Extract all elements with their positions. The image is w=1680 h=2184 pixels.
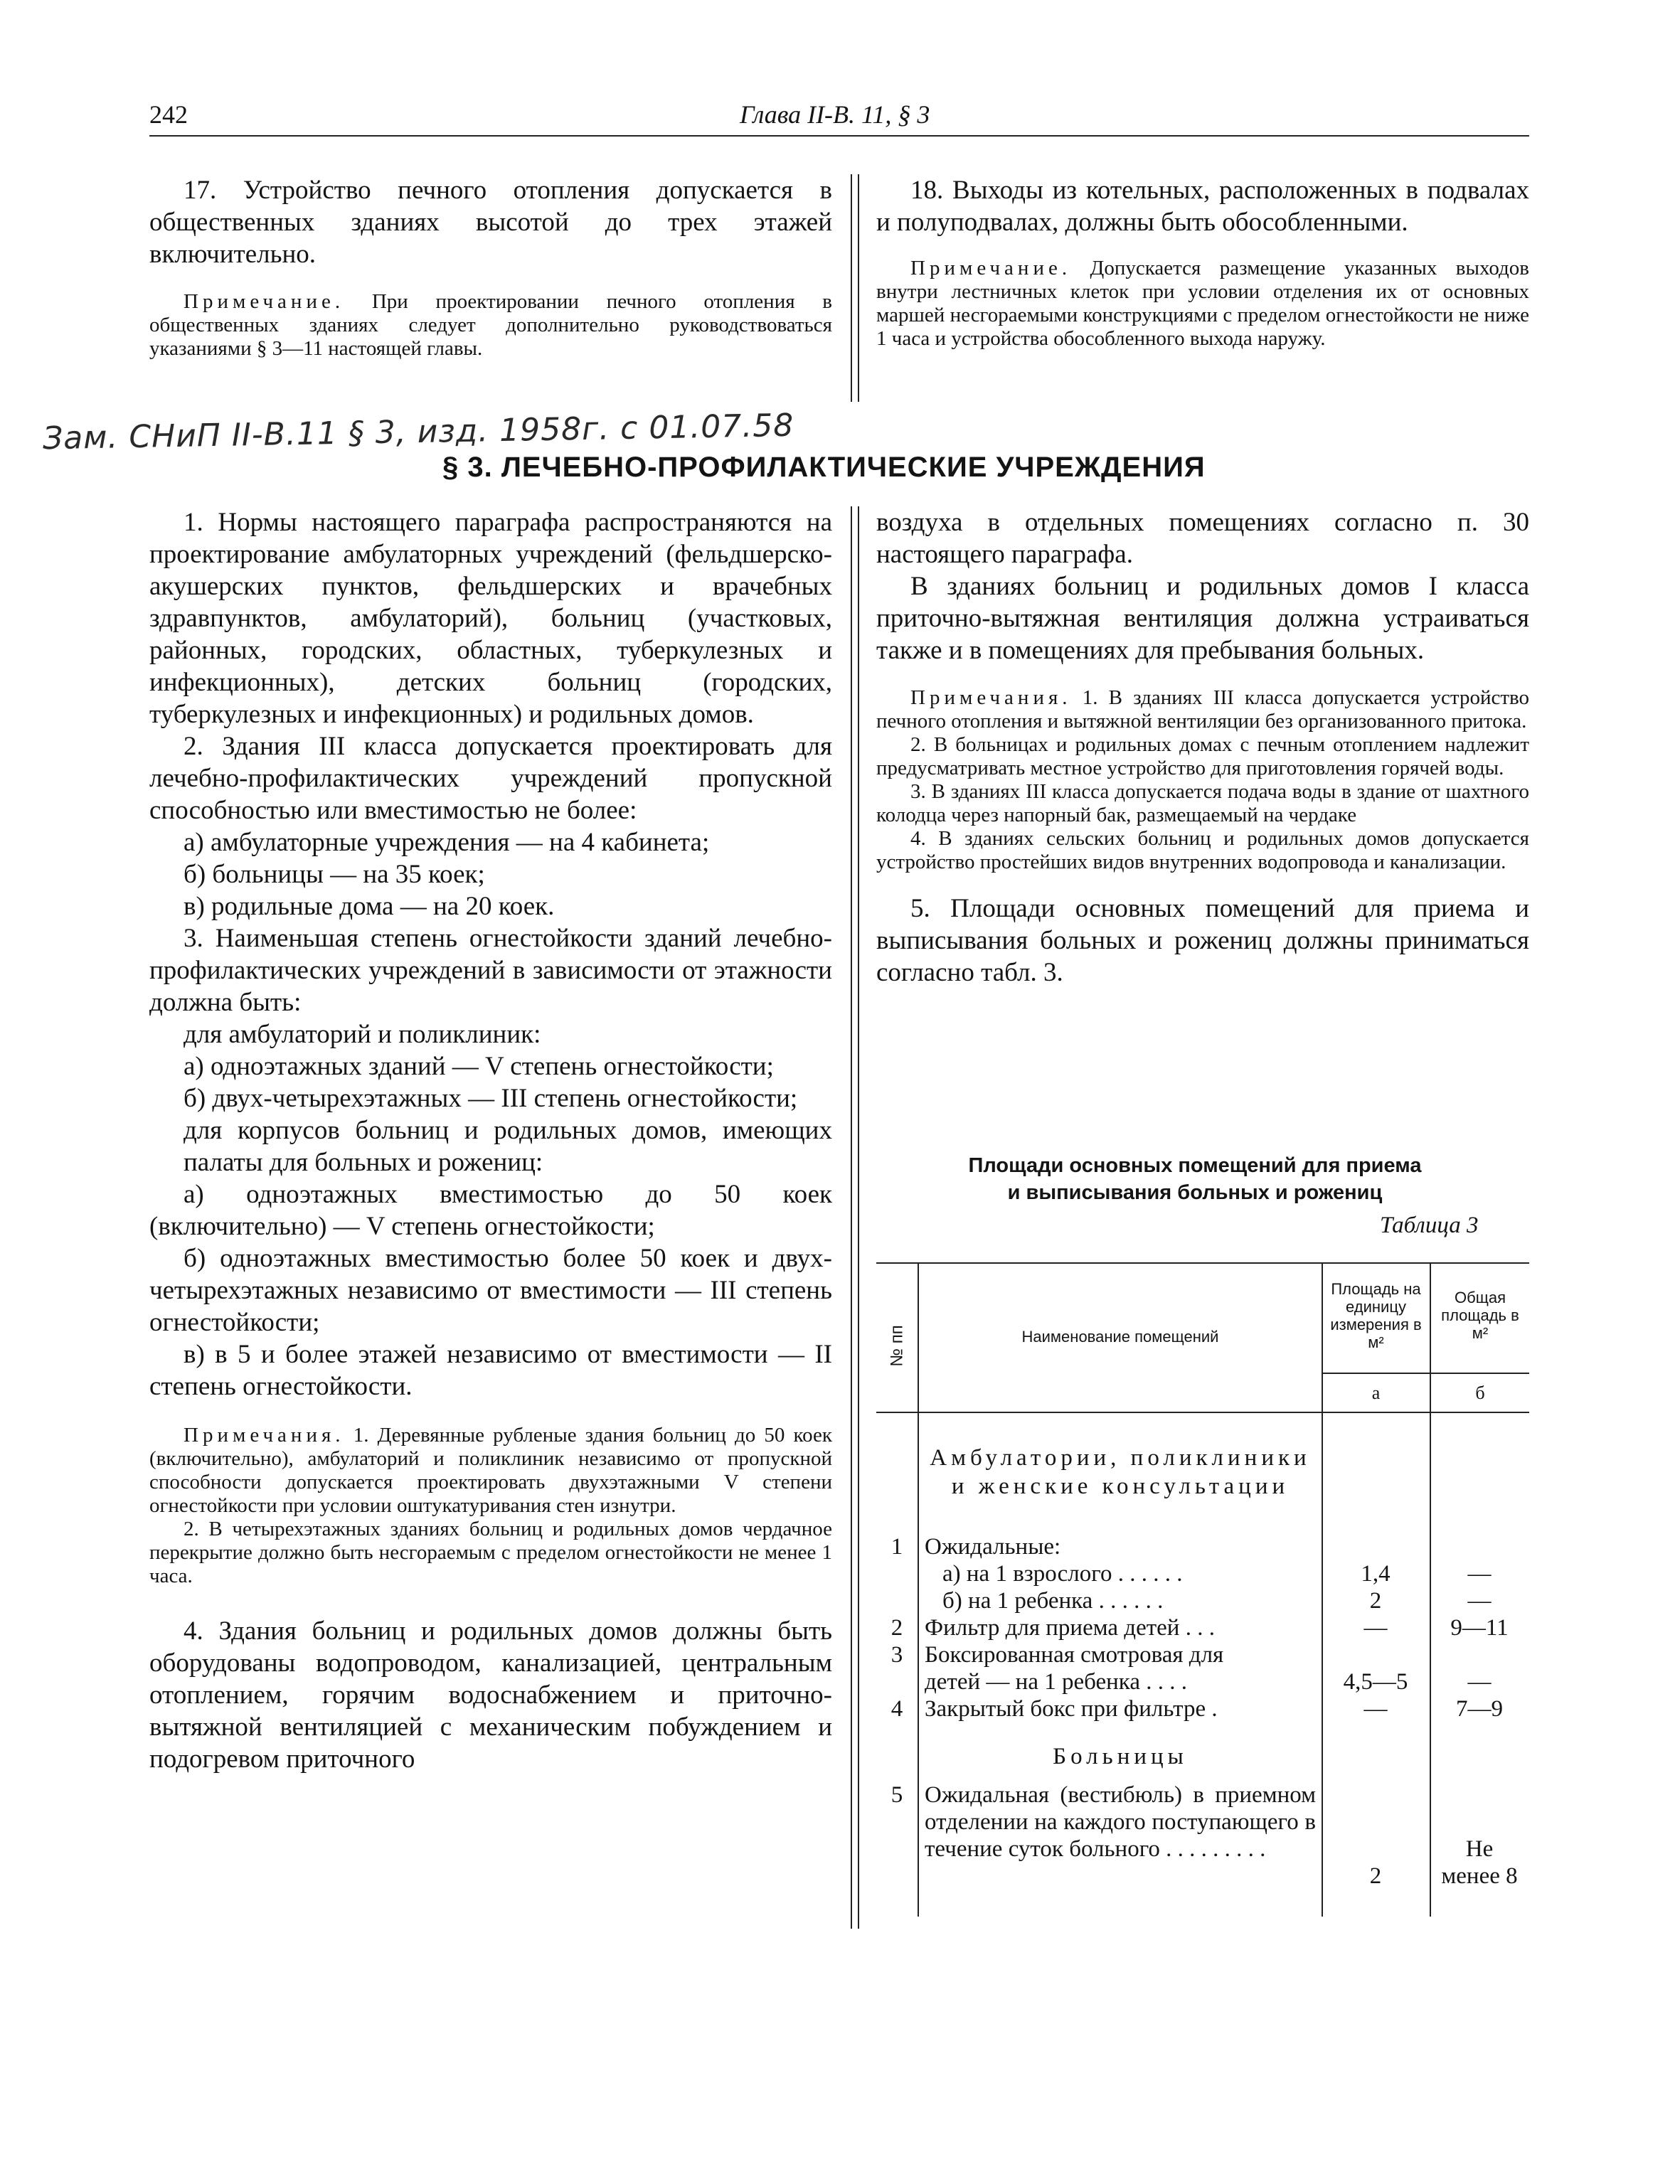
table-header-area-unit: Площадь на единицу измерения в м² (1330, 1280, 1422, 1351)
table-subheader-a: а (1371, 1383, 1381, 1403)
table-row-name: Ожидальная (вестибюль) в приемном отделении на каждого поступающего в течение суток больного . . . . . . . . . (925, 1782, 1316, 1862)
top-right-column (876, 174, 1529, 351)
table-subheader-b: б (1475, 1383, 1485, 1403)
note-3: 3. В зданиях III класса допускается подача воды в здание от шахтного колодца через напорный бак, размещаемый на чердаке (876, 780, 1529, 826)
table-row-b: 7—9 (1456, 1696, 1503, 1722)
table-row-name: Закрытый бокс при фильтре . (925, 1696, 1218, 1722)
paragraph-3c: а) одноэтажных вместимостью до 50 коек (включительно) — V степень огнестойкости; (149, 1180, 832, 1241)
paragraph-3e: в) в 5 и более этажей независимо от вместимости — II степень огнестойкости. (149, 1340, 832, 1401)
paragraph-2a: а) амбулаторные учреждения — на 4 кабинета; (184, 828, 710, 857)
table-group-hospitals: Больницы (1053, 1744, 1188, 1769)
table-row-num: 2 (890, 1615, 903, 1641)
paragraph-2c: в) родильные дома — на 20 коек. (184, 892, 555, 921)
note-text: При проектировании печного отопления в общественных зданиях следует дополнительно руководствоваться указаниями § 3—11 настоящей главы. (149, 290, 832, 360)
paragraph-3d: б) одноэтажных вместимостью более 50 коек и двух-четырехэтажных независимо от вместимости — III степень огнестойкости; (149, 1244, 832, 1337)
paragraph-3: 3. Наименьшая степень огнестойкости зданий лечебно-профилактических учреждений в зависимости от этажности должна быть: (149, 924, 832, 1017)
top-left-column (149, 174, 832, 361)
section-title: § 3. ЛЕЧЕБНО-ПРОФИЛАКТИЧЕСКИЕ УЧРЕЖДЕНИЯ (442, 452, 1206, 483)
paragraph-3b: б) двух-четырехэтажных — III степень огнестойкости; (184, 1084, 798, 1113)
table-header-rule (876, 1412, 1529, 1413)
paragraph-2b: б) больницы — на 35 коек; (184, 860, 485, 889)
table-row-b: — (1467, 1561, 1492, 1587)
page-number: 242 (149, 100, 188, 129)
notes-label: Примечания. (184, 1424, 345, 1447)
table-row-name: Ожидальные: (925, 1534, 1061, 1560)
table-caption (868, 1152, 1522, 1206)
paragraph-4-continued: воздуха в отдельных помещениях согласно п. 30 настоящего параграфа. (876, 508, 1529, 569)
notes-4 (876, 686, 1529, 733)
table-subheader-rule (1322, 1373, 1529, 1374)
table-caption-line-2: и выписывания больных и рожениц (1007, 1181, 1383, 1204)
note-18 (876, 257, 1529, 351)
column-divider-main (851, 506, 852, 1929)
table-row-num: 1 (890, 1534, 903, 1560)
table-row-a: 2 (1369, 1863, 1382, 1889)
note-17 (149, 290, 832, 361)
paragraph-3-sub2: для корпусов больниц и родильных домов, имеющих палаты для больных и рожениц: (184, 1116, 832, 1177)
table-row-a: 4,5—5 (1343, 1669, 1408, 1695)
table-row-name: б) на 1 ребенка . . . . . . (942, 1588, 1164, 1614)
paragraph-3a: а) одноэтажных зданий — V степень огнестойкости; (184, 1052, 774, 1081)
table-row-a: 2 (1369, 1588, 1382, 1614)
table-header-area-total: Общая площадь в м² (1441, 1289, 1519, 1342)
table-row-b: Не менее 8 (1441, 1836, 1518, 1889)
table-caption-line-1: Площади основных помещений для приема (968, 1154, 1422, 1177)
table-row-b: 9—11 (1450, 1615, 1509, 1641)
table-row-a: — (1363, 1696, 1388, 1722)
table-header-name: Наименование помещений (1021, 1328, 1219, 1346)
notes-label: Примечания. (910, 686, 1072, 709)
paragraph-4: 4. Здания больниц и родильных домов должны быть оборудованы водопроводом, канализацией, центральным отоплением, горячим водоснабжением и приточно-вытяжной вентиляцией с механическим побуждением и подогревом приточного (149, 1616, 832, 1774)
table-group-outpatient: Амбулатории, поликлиники и женские консультации (930, 1445, 1311, 1499)
note-label: Примечание. (184, 290, 345, 313)
table-row-name: детей — на 1 ребенка . . . . (925, 1669, 1187, 1695)
table-row-b: — (1467, 1669, 1492, 1695)
handwritten-amendment-note: Зам. СНиП II-В.11 § 3, изд. 1958г. с 01.07.58 (42, 407, 794, 457)
table-row-num: 4 (890, 1696, 903, 1722)
chapter-title: Глава II-В. 11, § 3 (740, 100, 930, 129)
paragraph-5: 5. Площади основных помещений для приема и выписывания больных и рожениц должны приниматься согласно табл. 3. (876, 894, 1529, 987)
table-col-rule-1 (918, 1262, 919, 1917)
note-label: Примечание. (910, 257, 1072, 279)
table-row-a: 1,4 (1361, 1561, 1391, 1587)
table-row-name: Боксированная смотровая для (925, 1642, 1224, 1668)
paragraph-4-ventilation: В зданиях больниц и родильных домов I класса приточно-вытяжная вентиляция должна устраиваться также и в помещениях для пребывания больных. (876, 572, 1529, 665)
column-divider-top (851, 174, 852, 402)
note-1: 1. В зданиях III класса допускается устройство печного отопления и вытяжной вентиляции без организованного притока. (876, 686, 1529, 733)
paragraph-2: 2. Здания III класса допускается проектировать для лечебно-профилактических учреждений пропускной способностью или вместимостью не более: (149, 732, 832, 825)
column-divider-top-2 (858, 174, 859, 402)
column-divider-main-2 (858, 506, 859, 1929)
header-rule (149, 135, 1529, 137)
note-2: 2. В больницах и родильных домах с печным отоплением надлежит предусматривать местное устройство для приготовления горячей воды. (876, 733, 1529, 779)
table-row-name: а) на 1 взрослого . . . . . . (942, 1561, 1183, 1587)
note-1: 1. Деревянные рубленые здания больниц до 50 коек (включительно), амбулаторий и поликлиник независимо от пропускной способности допускается проектировать двухэтажными V степени огнестойкости при условии оштукатуривания стен изнутри. (149, 1424, 832, 1517)
table-number: Таблица 3 (1380, 1213, 1479, 1238)
table-row-a: — (1363, 1615, 1388, 1641)
paragraph-3-sub1: для амбулаторий и поликлиник: (184, 1020, 541, 1049)
paragraph-17: 17. Устройство печного отопления допускается в общественных зданиях высотой до трех этажей включительно. (149, 176, 832, 269)
main-right-column (876, 506, 1529, 989)
table-header-num: № пп (887, 1325, 907, 1367)
main-left-column (149, 506, 832, 1775)
table-row-b: — (1467, 1588, 1492, 1614)
notes-3 (149, 1424, 832, 1518)
note-2: 2. В четырехэтажных зданиях больниц и родильных домов чердачное перекрытие должно быть несгораемым с пределом огнестойкости не менее 1 часа. (149, 1518, 832, 1587)
note-4: 4. В зданиях сельских больниц и родильных домов допускается устройство простейших видов внутренних водопровода и канализации. (876, 827, 1529, 873)
paragraph-1: 1. Нормы настоящего параграфа распространяются на проектирование амбулаторных учреждений (фельдшерско-акушерских пунктов, фельдшерских и врачебных здравпунктов, амбулаторий), больниц (участковых, районных, городских, областных, туберкулезных и инфекционных), детских больниц (городских, туберкулезных и инфекционных) и родильных домов. (149, 508, 832, 729)
table-row-name: Фильтр для приема детей . . . (925, 1615, 1215, 1641)
table-row-num: 5 (890, 1782, 903, 1808)
table-top-rule (876, 1262, 1529, 1264)
table-row-num: 3 (890, 1642, 903, 1668)
paragraph-18: 18. Выходы из котельных, расположенных в подвалах и полуподвалах, должны быть обособленными. (876, 176, 1529, 237)
note-text: Допускается размещение указанных выходов внутри лестничных клеток при условии отделения их от основных маршей несгораемыми конструкциями с пределом огнестойкости не ниже 1 часа и устройства обособленного выхода наружу. (876, 257, 1529, 350)
